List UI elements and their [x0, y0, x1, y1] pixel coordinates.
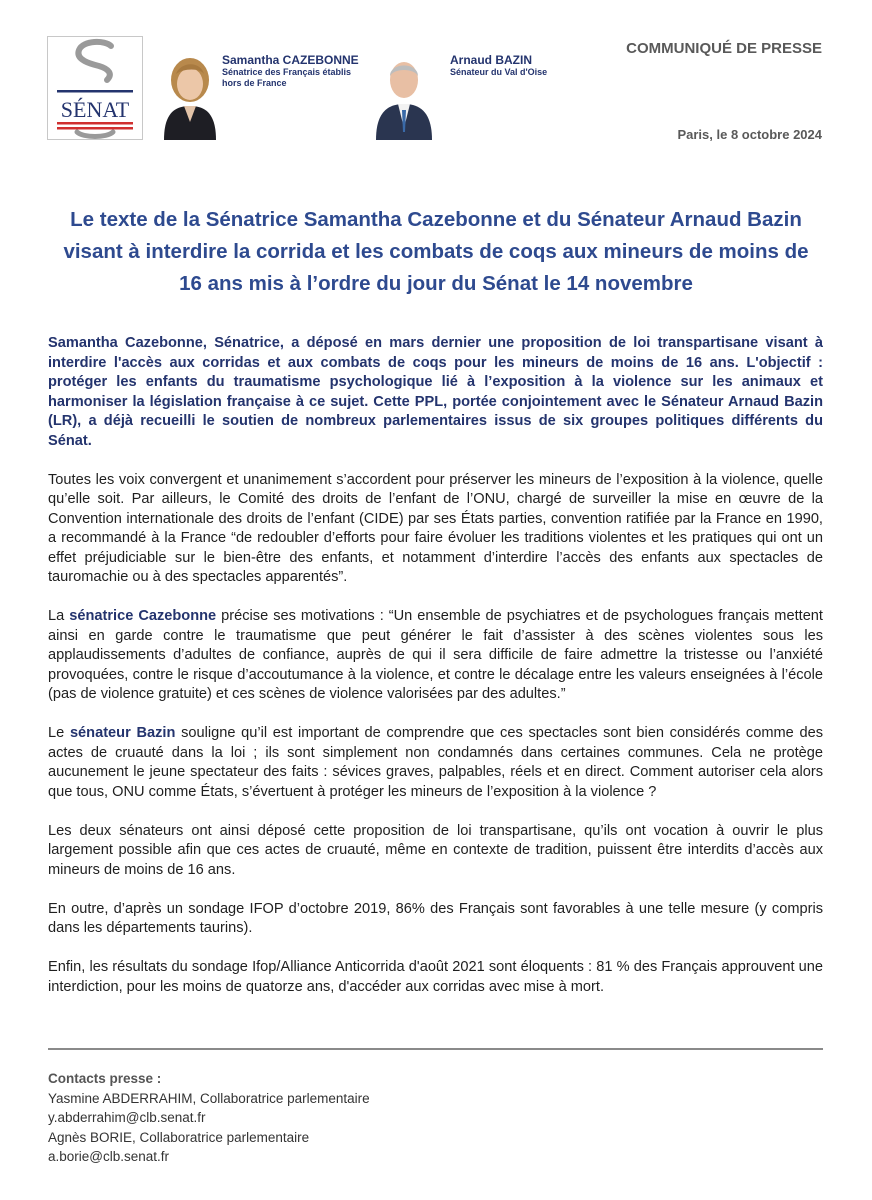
press-contacts [48, 1069, 370, 1167]
document-title: Le texte de la Sénatrice Samantha Cazebonne et du Sénateur Arnaud Bazin visant à interdire la corrida et les combats de coqs aux mineurs de moins de 16 ans mis à l’ordre du jour du Sénat le 14 novembre [63, 208, 809, 295]
release-date: Paris, le 8 octobre 2024 [677, 127, 822, 142]
text-span: Le [48, 725, 70, 741]
contact-1-name: Yasmine ABDERRAHIM, Collaboratrice parlementaire [48, 1090, 370, 1106]
senat-seal-icon [47, 36, 143, 140]
text-span: précise ses motivations : “Un ensemble de psychiatres et de psychologues français mettent ainsi en garde contre le traumatisme que peut générer le fait d’assister à des scènes violentes sous les applaudissements d’adultes de confiance, auprès de qui il sera difficile de faire admettre la tristesse ou l’anxiété provoquées, contre le risque d’accoutumance à la violence, et contre le décalage entre les valeurs enseignées à l’école (pas de violence gratuite) et ces scènes de violence valorisées par des adultes.” [48, 608, 823, 702]
contact-1-email[interactable]: y.abderrahim@clb.senat.fr [48, 1110, 206, 1125]
senator-1-role: Sénatrice des Français établis hors de France [222, 67, 352, 88]
senator-1-name: Samantha CAZEBONNE [222, 53, 359, 67]
portrait-bazin [374, 40, 434, 140]
body-text [48, 334, 823, 1017]
paragraph: Toutes les voix convergent et unanimement s’accordent pour préserver les mineurs de l’exposition à la violence, quelle qu’elle soit. Par ailleurs, le Comité des droits de l’enfant de l’ONU, chargé de surveiller la mise en œuvre de la Convention internationale des droits de l’enfant (CIDE) par ses États parties, convention ratifiée par la France en 1990, a recommandé à la France “de redoubler d’efforts pour faire évoluer les traditions violentes et les pratiques qui ont un effet préjudiciable sur le bien-être des enfants, et notamment d’interdire l’accès des enfants aux spectacles de tauromachie ou à des spectacles apparentés”. [48, 471, 823, 585]
text-span: souligne qu’il est important de comprendre que ces spectacles sont bien considérés comme des actes de cruauté dans la loi ; ils sont simplement non condamnés dans certaines communes. Cela ne protège aucunement le jeune spectateur des faits : sévices graves, palpables, réels et en direct. Comment autoriser cela alors que tous, ONU comme États, s’évertuent à protéger les mineurs de l’exposition à la violence ? [48, 725, 823, 800]
senator-2-name: Arnaud BAZIN [450, 53, 532, 67]
press-release-label: COMMUNIQUÉ DE PRESSE [626, 40, 822, 57]
paragraph: Les deux sénateurs ont ainsi déposé cette proposition de loi transpartisane, qu’ils ont vocation à ouvrir le plus largement possible afin que ces actes de cruauté, même en contexte de tradition, puissent être interdits d’accès aux mineurs de moins de 16 ans. [48, 822, 823, 878]
paragraph: Enfin, les résultats du sondage Ifop/Alliance Anticorrida d'août 2021 sont éloquents : 81 % des Français approuvent une interdiction, pour les moins de quatorze ans, d'accéder aux corridas avec mise à mort. [48, 959, 823, 995]
highlight-bazin: sénateur Bazin [69, 725, 176, 741]
portrait-cazebonne [160, 40, 220, 140]
paragraph: En outre, d’après un sondage IFOP d’octobre 2019, 86% des Français sont favorables à une telle mesure (y compris dans les départements taurins). [48, 900, 823, 936]
contact-2-name: Agnès BORIE, Collaboratrice parlementaire [48, 1129, 310, 1145]
paragraph-cazebonne [48, 607, 823, 705]
svg-text:SÉNAT: SÉNAT [60, 97, 130, 122]
contact-2-email[interactable]: a.borie@clb.senat.fr [48, 1149, 170, 1164]
senator-2-role: Sénateur du Val d'Oise [450, 67, 548, 77]
contacts-title: Contacts presse : [48, 1071, 162, 1086]
paragraph-bazin [48, 724, 823, 802]
lead-paragraph: Samantha Cazebonne, Sénatrice, a déposé en mars dernier une proposition de loi transpartisane visant à interdire l'accès aux corridas et aux combats de coqs pour les mineurs de moins de 16 ans. L'objectif : protéger les enfants du traumatisme psychologique lié à l’exposition à la violence sur les animaux et harmoniser la législation française à ce sujet. Cette PPL, portée conjointement avec le Sénateur Arnaud Bazin (LR), a déjà recueilli le soutien de nombreux parlementaires issus de six groupes politiques différents du Sénat. [48, 335, 823, 449]
divider [48, 1048, 823, 1050]
text-span: La [48, 608, 70, 624]
highlight-cazebonne: sénatrice Cazebonne [69, 608, 217, 624]
senat-logo [47, 36, 143, 140]
